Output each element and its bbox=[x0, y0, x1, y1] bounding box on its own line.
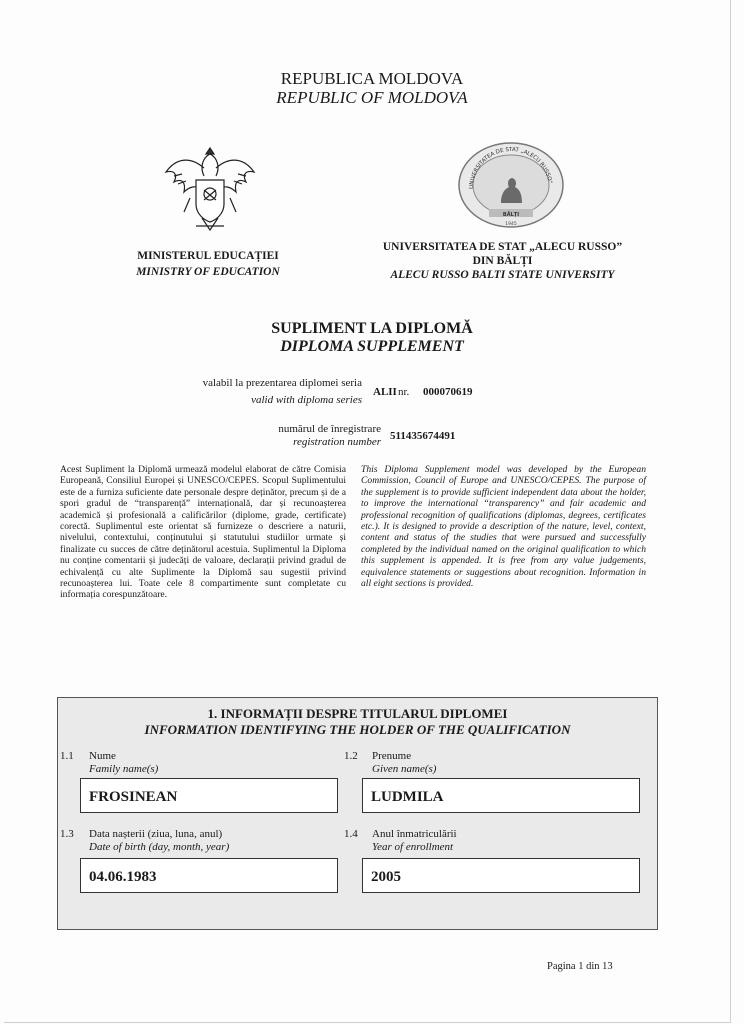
seal-top-text: UNIVERSITATEA DE STAT „ALECU RUSSO” bbox=[468, 146, 553, 190]
enrollment-year-label bbox=[372, 828, 457, 854]
diploma-series: ALII bbox=[373, 386, 397, 398]
series-label-ro: valabil la prezentarea diplomei seria bbox=[202, 377, 362, 389]
university-ro-line1: UNIVERSITATEA DE STAT „ALECU RUSSO” bbox=[382, 241, 623, 253]
field-number: 1.1 bbox=[60, 750, 74, 762]
given-name-label-ro: Prenume bbox=[372, 750, 412, 762]
section-title bbox=[58, 706, 657, 738]
country-ro: REPUBLICA MOLDOVA bbox=[280, 69, 464, 88]
coat-of-arms-emblem bbox=[160, 138, 260, 238]
title-ro: SUPLIMENT LA DIPLOMĂ bbox=[271, 320, 473, 337]
reg-label-ro: numărul de înregistrare bbox=[278, 423, 381, 435]
title-en: DIPLOMA SUPPLEMENT bbox=[280, 338, 464, 355]
given-name-label bbox=[372, 750, 436, 776]
reg-label-en: registration number bbox=[293, 436, 381, 448]
supplement-title bbox=[0, 320, 744, 356]
series-label bbox=[160, 377, 362, 407]
section-title-ro: 1. INFORMAȚII DESPRE TITULARUL DIPLOMEI bbox=[207, 706, 508, 721]
family-name-field: FROSINEAN bbox=[80, 778, 338, 813]
intro-paragraph-en: This Diploma Supplement model was developed by the European Commission, Council of Europe and UNESCO/CEPES. The purpose of the supplement is to provide sufficient independent data about the holder, to improve the international “transparency” and fair academic and professional recognition of qualifications (diplomas, degrees, certificates etc.). It is designed to provide a description of the nature, level, context, content and status of the studies that were pursued and successfully completed by the individual named on the original qualification to which this supplement is appended. It is free from any value judgements, equivalence statements or suggestions about recognition. Information in all eight sections is provided. bbox=[361, 464, 646, 590]
university-block bbox=[340, 240, 665, 282]
university-en: ALECU RUSSO BALTI STATE UNIVERSITY bbox=[390, 269, 615, 281]
university-ro-line2: DIN BĂLȚI bbox=[472, 255, 533, 267]
field-number: 1.4 bbox=[344, 828, 358, 840]
university-seal bbox=[455, 137, 567, 229]
given-name-field: LUDMILA bbox=[362, 778, 640, 813]
enrollment-year-field: 2005 bbox=[362, 858, 640, 893]
nr-label: nr. bbox=[398, 386, 410, 398]
given-name-label-en: Given name(s) bbox=[372, 763, 437, 775]
enrollment-year-label-en: Year of enrollment bbox=[372, 841, 454, 853]
field-number: 1.3 bbox=[60, 828, 74, 840]
birth-date-label-ro: Data nașterii (ziua, luna, anul) bbox=[89, 828, 223, 840]
enrollment-year-label-ro: Anul înmatriculării bbox=[372, 828, 457, 840]
seal-year: 1945 bbox=[505, 222, 517, 227]
family-name-label-ro: Nume bbox=[89, 750, 116, 762]
birth-date-label bbox=[89, 828, 229, 854]
family-name-label bbox=[89, 750, 158, 776]
registration-number: 511435674491 bbox=[390, 430, 456, 442]
registration-label bbox=[200, 423, 381, 449]
ministry-en: MINISTRY OF EDUCATION bbox=[136, 266, 280, 278]
diploma-number: 000070619 bbox=[423, 386, 473, 398]
series-label-en: valid with diploma series bbox=[251, 394, 362, 406]
ministry-ro: MINISTERUL EDUCAȚIEI bbox=[137, 250, 279, 262]
birth-date-label-en: Date of birth (day, month, year) bbox=[89, 841, 230, 853]
field-number: 1.2 bbox=[344, 750, 358, 762]
intro-paragraph-ro: Acest Supliment la Diplomă urmează modelul elaborat de către Comisia Europeană, Consiliul Europei și UNESCO/CEPES. Scopul Suplimentului este de a furniza suficiente date personale despre deținător, precum și de a spori gradul de “transparență” internațională, dar și recunoașterea academică și profesională a calificărilor (diplome, grade, certificate) corectă. Suplimentul este orientat să furnizeze o descriere a naturii, nivelului, contextului, conținutului și statutului studiilor urmate și finalizate cu succes de către deținătorul acestuia. Suplimentul la Diploma nu conține comentarii și judecăți de valoare, declarații privind gradul de echivalență cu alte Suplimente la Diplomă sau sugestii privind recunoașterea lui. Toate cele 8 compartimente sunt completate cu informația corespunzătoare. bbox=[60, 464, 346, 601]
family-name-label-en: Family name(s) bbox=[89, 763, 159, 775]
seal-bottom-text: BĂLȚI bbox=[502, 212, 520, 218]
birth-date-field: 04.06.1983 bbox=[80, 858, 338, 893]
country-en: REPUBLIC OF MOLDOVA bbox=[276, 88, 468, 107]
ministry-block bbox=[88, 248, 328, 280]
section-title-en: INFORMATION IDENTIFYING THE HOLDER OF THE QUALIFICATION bbox=[144, 722, 571, 737]
page-number: Pagina 1 din 13 bbox=[547, 961, 613, 972]
country-heading bbox=[0, 69, 744, 107]
holder-info-section bbox=[57, 697, 658, 930]
